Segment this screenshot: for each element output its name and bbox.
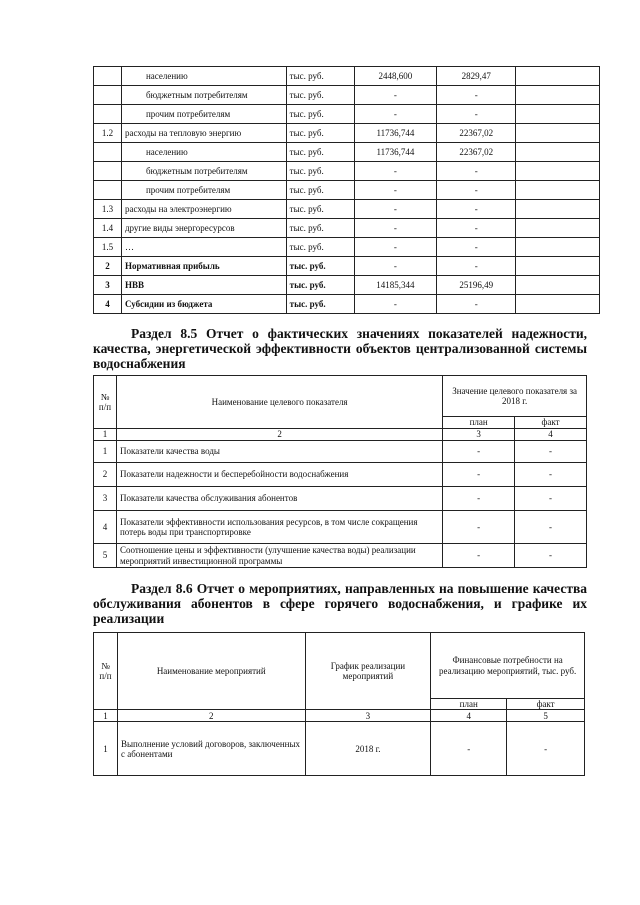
indicators-table: [93, 375, 587, 568]
header-finance: Финансовые потребности на реализацию мероприятий, тыс. руб.: [431, 633, 585, 699]
row-schedule: 2018 г.: [305, 722, 431, 776]
row-fact: 2829,47: [437, 67, 516, 86]
row-fact: -: [437, 86, 516, 105]
row-plan: -: [354, 257, 437, 276]
table-row: [94, 181, 600, 200]
row-num: 2: [94, 463, 117, 487]
header-fact: факт: [507, 699, 585, 710]
header-schedule: График реализации мероприятий: [305, 633, 431, 710]
row-num: 4: [94, 295, 122, 314]
table-row: [94, 441, 587, 463]
row-plan: 14185,344: [354, 276, 437, 295]
row-plan: -: [443, 544, 515, 568]
row-fact: -: [515, 544, 587, 568]
row-num: 5: [94, 544, 117, 568]
row-unit: тыс. руб.: [286, 105, 354, 124]
table-row: [94, 219, 600, 238]
row-num: 3: [94, 487, 117, 511]
measures-table: [93, 632, 585, 776]
header-plan: план: [431, 699, 507, 710]
row-plan: -: [354, 295, 437, 314]
row-fact: -: [437, 181, 516, 200]
col-index-4: 4: [431, 710, 507, 722]
col-index-5: 5: [507, 710, 585, 722]
table-row: [94, 511, 587, 544]
row-fact: -: [437, 200, 516, 219]
table-row: [94, 162, 600, 181]
row-empty: [516, 295, 600, 314]
table-row: [94, 295, 600, 314]
section-8-5-title: Раздел 8.5 Отчет о фактических значениях показателей надежности, качества, энергетической эффективности объектов централизованной системы водоснабжения: [93, 326, 587, 371]
row-name: НВВ: [121, 276, 286, 295]
row-empty: [516, 124, 600, 143]
header-num: № п/п: [94, 376, 117, 429]
row-num: [94, 86, 122, 105]
table-row: [94, 238, 600, 257]
row-empty: [516, 181, 600, 200]
table-row: [94, 200, 600, 219]
row-fact: 25196,49: [437, 276, 516, 295]
row-unit: тыс. руб.: [286, 67, 354, 86]
table-row: [94, 463, 587, 487]
row-indicator: Показатели надежности и бесперебойности водоснабжения: [116, 463, 442, 487]
header-fact: факт: [515, 417, 587, 429]
row-fact: -: [437, 219, 516, 238]
row-num: 2: [94, 257, 122, 276]
row-name: расходы на тепловую энергию: [121, 124, 286, 143]
row-empty: [516, 200, 600, 219]
header-plan: план: [443, 417, 515, 429]
table-row: [94, 722, 585, 776]
row-num: 1: [94, 722, 118, 776]
row-fact: -: [437, 257, 516, 276]
row-fact: -: [437, 238, 516, 257]
row-plan: -: [354, 162, 437, 181]
row-empty: [516, 143, 600, 162]
row-fact: -: [437, 105, 516, 124]
row-unit: тыс. руб.: [286, 257, 354, 276]
row-name: расходы на электроэнергию: [121, 200, 286, 219]
row-empty: [516, 162, 600, 181]
row-fact: -: [437, 162, 516, 181]
row-unit: тыс. руб.: [286, 143, 354, 162]
row-plan: 2448,600: [354, 67, 437, 86]
row-empty: [516, 105, 600, 124]
row-name: населению: [121, 67, 286, 86]
col-index-1: 1: [94, 710, 118, 722]
row-name: бюджетным потребителям: [121, 86, 286, 105]
row-plan: 11736,744: [354, 143, 437, 162]
row-name: Нормативная прибыль: [121, 257, 286, 276]
table-row: [94, 487, 587, 511]
row-num: 3: [94, 276, 122, 295]
col-index-2: 2: [117, 710, 305, 722]
row-plan: -: [354, 105, 437, 124]
header-measure-name: Наименование мероприятий: [117, 633, 305, 710]
row-plan: -: [354, 181, 437, 200]
row-num: 1: [94, 441, 117, 463]
row-plan: -: [431, 722, 507, 776]
row-indicator: Показатели качества обслуживания абонентов: [116, 487, 442, 511]
row-fact: -: [515, 463, 587, 487]
row-unit: тыс. руб.: [286, 162, 354, 181]
row-empty: [516, 238, 600, 257]
row-unit: тыс. руб.: [286, 124, 354, 143]
row-num: 4: [94, 511, 117, 544]
col-index-2: 2: [116, 429, 442, 441]
row-name: прочим потребителям: [121, 181, 286, 200]
row-fact: -: [515, 441, 587, 463]
cost-table: [93, 66, 600, 314]
table-row: [94, 105, 600, 124]
row-fact: -: [437, 295, 516, 314]
row-plan: -: [443, 511, 515, 544]
row-plan: -: [443, 441, 515, 463]
row-name: …: [121, 238, 286, 257]
table-row: [94, 544, 587, 568]
row-unit: тыс. руб.: [286, 238, 354, 257]
row-plan: -: [443, 463, 515, 487]
table-row: [94, 124, 600, 143]
header-target-value: Значение целевого показателя за 2018 г.: [443, 376, 587, 417]
row-unit: тыс. руб.: [286, 200, 354, 219]
table-row: [94, 143, 600, 162]
row-num: 1.4: [94, 219, 122, 238]
table-row: [94, 86, 600, 105]
row-unit: тыс. руб.: [286, 295, 354, 314]
col-index-3: 3: [305, 710, 431, 722]
row-measure: Выполнение условий договоров, заключенных с абонентами: [117, 722, 305, 776]
row-empty: [516, 276, 600, 295]
table-row: [94, 67, 600, 86]
row-unit: тыс. руб.: [286, 181, 354, 200]
row-unit: тыс. руб.: [286, 219, 354, 238]
row-plan: -: [354, 219, 437, 238]
row-indicator: Показатели эффективности использования ресурсов, в том числе сокращения потерь воды при транспортировке: [116, 511, 442, 544]
row-empty: [516, 86, 600, 105]
row-num: [94, 67, 122, 86]
row-name: бюджетным потребителям: [121, 162, 286, 181]
row-num: [94, 162, 122, 181]
header-indicator-name: Наименование целевого показателя: [116, 376, 442, 429]
row-num: 1.2: [94, 124, 122, 143]
col-index-3: 3: [443, 429, 515, 441]
row-fact: -: [507, 722, 585, 776]
row-fact: -: [515, 487, 587, 511]
row-indicator: Соотношение цены и эффективности (улучшение качества воды) реализации мероприятий инвестиционной программы: [116, 544, 442, 568]
row-fact: 22367,02: [437, 124, 516, 143]
col-index-1: 1: [94, 429, 117, 441]
row-empty: [516, 67, 600, 86]
row-num: [94, 143, 122, 162]
row-num: [94, 105, 122, 124]
header-num: № п/п: [94, 633, 118, 710]
row-name: Субсидии из бюджета: [121, 295, 286, 314]
row-plan: -: [354, 238, 437, 257]
row-indicator: Показатели качества воды: [116, 441, 442, 463]
row-name: населению: [121, 143, 286, 162]
row-name: прочим потребителям: [121, 105, 286, 124]
row-num: 1.5: [94, 238, 122, 257]
row-num: [94, 181, 122, 200]
row-plan: -: [354, 86, 437, 105]
section-8-6-title: Раздел 8.6 Отчет о мероприятиях, направленных на повышение качества обслуживания абонентов в сфере горячего водоснабжения, и графике их реализации: [93, 581, 587, 626]
row-unit: тыс. руб.: [286, 86, 354, 105]
col-index-4: 4: [515, 429, 587, 441]
row-num: 1.3: [94, 200, 122, 219]
table-row: [94, 276, 600, 295]
row-fact: -: [515, 511, 587, 544]
row-fact: 22367,02: [437, 143, 516, 162]
row-name: другие виды энергоресурсов: [121, 219, 286, 238]
table-row: [94, 257, 600, 276]
row-empty: [516, 257, 600, 276]
row-unit: тыс. руб.: [286, 276, 354, 295]
row-plan: -: [354, 200, 437, 219]
row-empty: [516, 219, 600, 238]
row-plan: 11736,744: [354, 124, 437, 143]
row-plan: -: [443, 487, 515, 511]
